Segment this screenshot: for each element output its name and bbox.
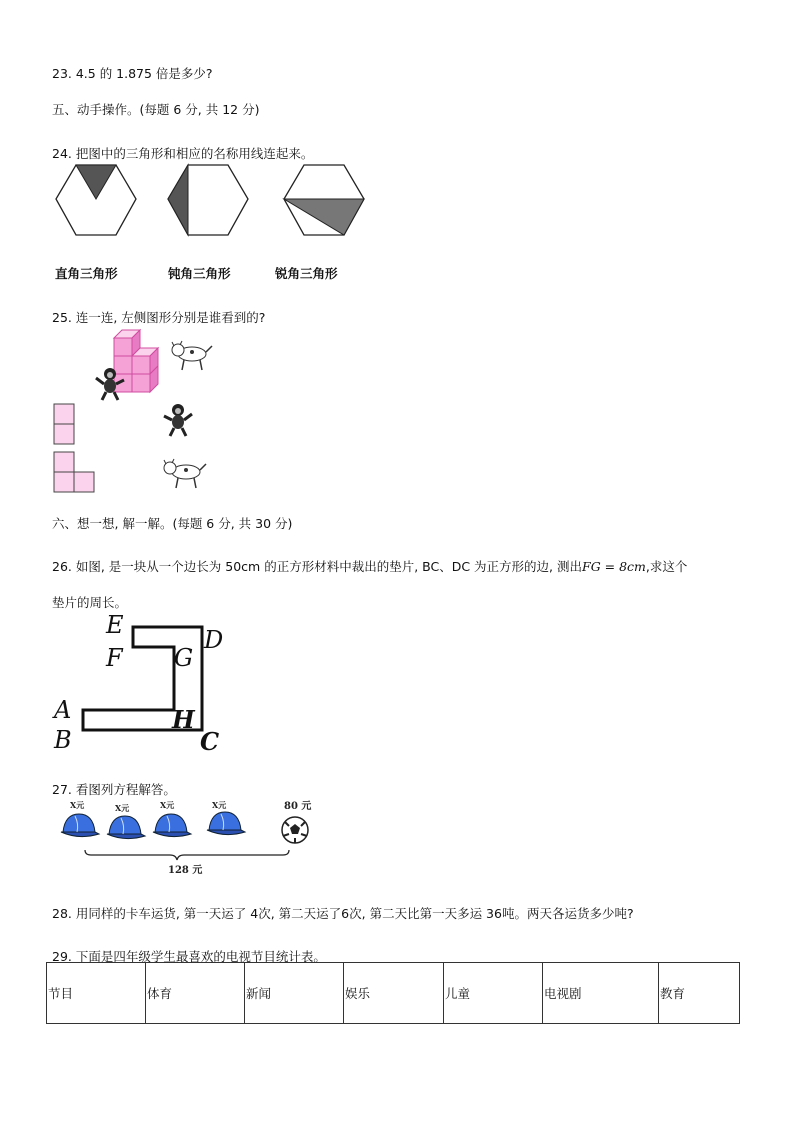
point-label-a: A [54,696,72,724]
dog-icon [172,341,212,370]
tv-program-table [46,962,740,1024]
cap-price-label: X元 [70,800,85,810]
hexagon-figures [52,162,372,242]
table-cell-sports: 体育 [146,963,245,1024]
cap-icon [107,816,145,839]
point-label-g: G [174,644,194,672]
monkey-icon [164,404,192,436]
total-brace [85,850,289,860]
ball-price-label: 80 元 [284,801,312,812]
question-28: 28. 用同样的卡车运货, 第一天运了 4次, 第二天运了6次, 第二天比第一天多运 36吨。两天各运货多少吨? [52,906,634,921]
point-label-f: F [106,644,123,672]
question-26-line2: 垫片的周长。 [52,595,128,610]
cap-icon [153,814,191,837]
table-cell-education: 教育 [659,963,740,1024]
table-cell-program: 节目 [47,963,146,1024]
hexagon-icon [56,165,136,235]
question-26-math: FG = 8cm [582,559,646,574]
caps-ball-figure [55,800,325,880]
cap-price-label: X元 [212,800,227,810]
point-label-b: B [54,726,72,754]
views-figures [52,326,222,498]
table-cell-children: 儿童 [444,963,543,1024]
point-label-d: D [204,626,224,654]
point-label-h: H [172,705,195,734]
point-label-c: C [200,727,220,756]
question-27: 27. 看图列方程解答。 [52,782,176,797]
soccer-ball-icon [282,817,308,843]
cap-icon [207,812,245,835]
view-shape-1 [54,404,74,444]
gasket-figure [48,610,238,760]
total-price-label: 128 元 [168,865,203,876]
question-24: 24. 把图中的三角形和相应的名称用线连起来。 [52,146,314,161]
cap-icon [61,814,99,837]
hexagon-icon [168,165,248,235]
point-label-e: E [106,611,124,639]
section-5-heading: 五、动手操作。(每题 6 分, 共 12 分) [52,102,260,117]
hexagon-icon [284,165,364,235]
table-cell-news: 新闻 [245,963,344,1024]
question-26-text-end: ,求这个 [645,559,688,574]
table-cell-tv-drama: 电视剧 [543,963,659,1024]
question-29: 29. 下面是四年级学生最喜欢的电视节目统计表。 [52,949,326,964]
view-shape-2 [54,452,94,492]
label-right-triangle: 直角三角形 [55,266,118,281]
question-23: 23. 4.5 的 1.875 倍是多少? [52,66,213,81]
cap-price-label: X元 [160,800,175,810]
label-acute-triangle: 锐角三角形 [275,266,338,281]
question-26-line1 [52,557,687,575]
cap-price-label: X元 [115,803,130,813]
label-obtuse-triangle: 钝角三角形 [168,266,231,281]
table-cell-entertainment: 娱乐 [344,963,444,1024]
table-row [47,963,740,1024]
question-25: 25. 连一连, 左侧图形分别是谁看到的? [52,310,266,325]
question-26-text: 26. 如图, 是一块从一个边长为 50cm 的正方形材料中裁出的垫片, BC、DC 为正方形的边, 测出 [52,559,583,574]
section-6-heading: 六、想一想, 解一解。(每题 6 分, 共 30 分) [52,516,293,531]
dog-icon [164,459,206,488]
